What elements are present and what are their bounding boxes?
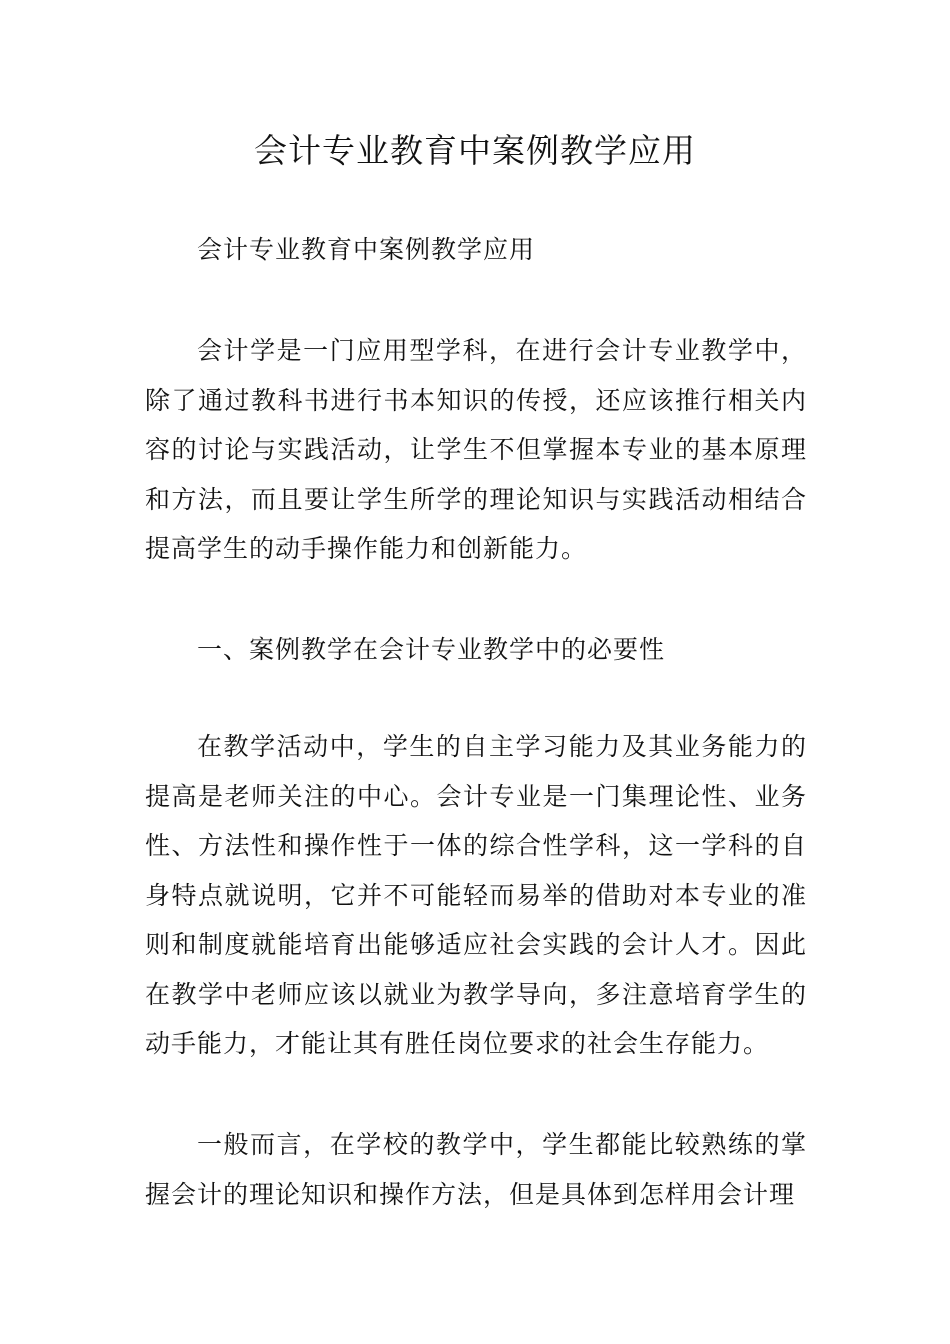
document-title: 会计专业教育中案例教学应用 [254, 131, 696, 170]
paragraph-1: 会计学是一门应用型学科，在进行会计专业教学中，除了通过教科书进行书本知识的传授，还应该推行相关内容的讨论与实践活动，让学生不但掌握本专业的基本原理和方法，而且要让学生所学的理论知识与实践活动相结合提高学生的动手操作能力和创新能力。 [145, 336, 807, 563]
section-heading: 一、案例教学在会计专业教学中的必要性 [197, 635, 666, 664]
document-subtitle: 会计专业教育中案例教学应用 [197, 235, 536, 264]
paragraph-2: 在教学活动中，学生的自主学习能力及其业务能力的提高是老师关注的中心。会计专业是一门集理论性、业务性、方法性和操作性于一体的综合性学科，这一学科的自身特点就说明，它并不可能轻而易举的借助对本专业的准则和制度就能培育出能够适应社会实践的会计人才。因此在教学中老师应该以就业为教学导向，多注意培育学生的动手能力，才能让其有胜任岗位要求的社会生存能力。 [145, 732, 807, 1058]
paragraph-3: 一般而言，在学校的教学中，学生都能比较熟练的掌握会计的理论知识和操作方法，但是具体到怎样用会计理 [145, 1130, 807, 1209]
